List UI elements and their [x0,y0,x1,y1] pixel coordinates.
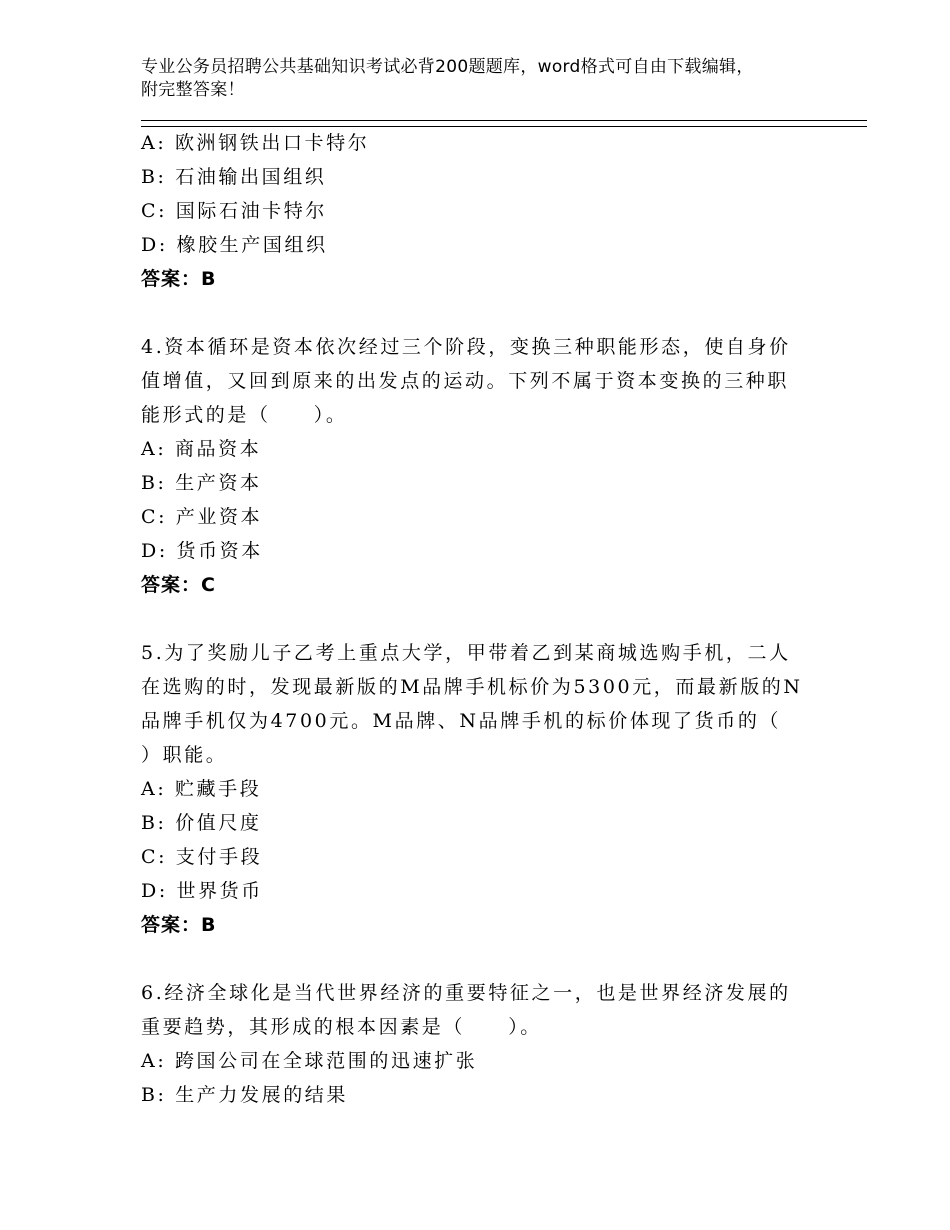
question-4-block [141,330,801,602]
question-3-block [141,126,801,296]
option-b: B: 生产资本 [141,472,262,494]
question-content [141,126,801,1112]
question-stem-line: ）职能。 [141,744,228,766]
question-6-block [141,976,801,1112]
option-b: B: 价值尺度 [141,812,262,834]
question-stem-line: 6.经济全球化是当代世界经济的重要特征之一，也是世界经济发展的 [141,982,791,1004]
option-a: A: 跨国公司在全球范围的迅速扩张 [141,1050,478,1072]
answer-label: 答案：B [141,914,217,936]
option-c: C: 国际石油卡特尔 [141,200,327,222]
option-a: A: 贮藏手段 [141,778,262,800]
option-d: D: 橡胶生产国组织 [141,234,328,256]
question-stem-line: 4.资本循环是资本依次经过三个阶段，变换三种职能形态，使自身价 [141,336,791,358]
header-line-2: 附完整答案！ [141,80,245,100]
answer-label: 答案：C [141,574,216,596]
question-stem-line: 品牌手机仅为4700元。M品牌、N品牌手机的标价体现了货币的（ [141,710,782,732]
page-header [141,56,801,102]
question-stem-line: 重要趋势，其形成的根本因素是（ ）。 [141,1016,542,1038]
option-a: A: 欧洲钢铁出口卡特尔 [141,132,370,154]
spacer [141,602,801,636]
option-d: D: 世界货币 [141,880,263,902]
header-line-1: 专业公务员招聘公共基础知识考试必背200题题库，word格式可自由下载编辑， [141,57,754,77]
option-d: D: 货币资本 [141,540,263,562]
spacer [141,296,801,330]
option-b: B: 生产力发展的结果 [141,1084,349,1106]
question-stem-line: 能形式的是（ ）。 [141,404,348,426]
question-stem-line: 5.为了奖励儿子乙考上重点大学，甲带着乙到某商城选购手机，二人 [141,642,791,664]
option-a: A: 商品资本 [141,438,262,460]
question-stem-line: 在选购的时，发现最新版的M品牌手机标价为5300元，而最新版的N [141,676,803,698]
answer-label: 答案：B [141,268,217,290]
option-b: B: 石油输出国组织 [141,166,327,188]
question-stem-line: 值增值，又回到原来的出发点的运动。下列不属于资本变换的三种职 [141,370,790,392]
option-c: C: 产业资本 [141,506,263,528]
option-c: C: 支付手段 [141,846,263,868]
question-5-block [141,636,801,942]
spacer [141,942,801,976]
